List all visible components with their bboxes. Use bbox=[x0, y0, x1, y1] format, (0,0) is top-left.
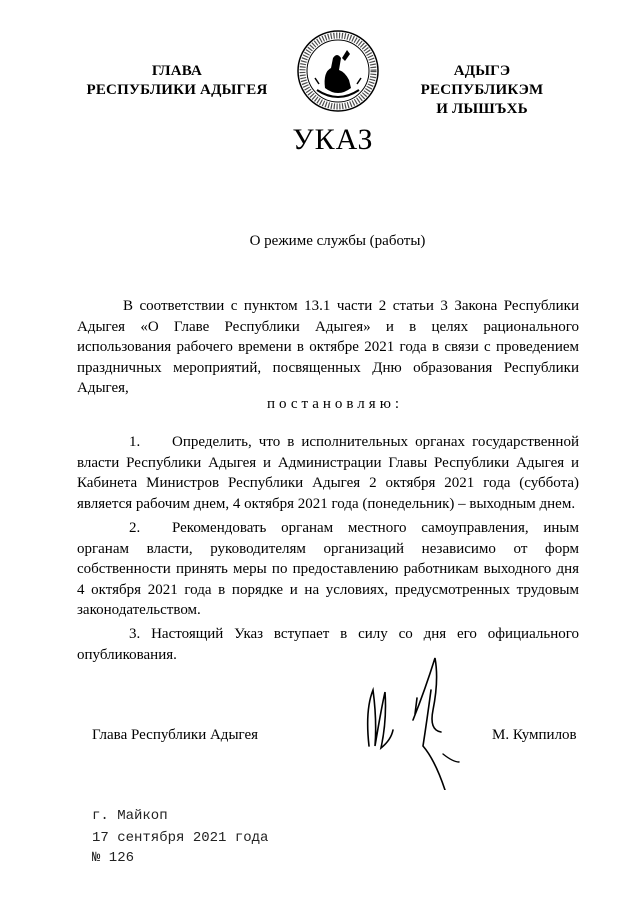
document-title: УКАЗ bbox=[292, 123, 374, 156]
document-subject: О режиме службы (работы) bbox=[249, 233, 426, 249]
document-number: № 126 bbox=[92, 850, 135, 866]
item-number: 3. bbox=[129, 626, 141, 642]
header-left-line1: ГЛАВА bbox=[151, 63, 203, 79]
decree-item-1 bbox=[77, 432, 579, 514]
decree-item-3 bbox=[77, 624, 579, 665]
header-right-title bbox=[392, 62, 572, 119]
header-right-line1: АДЫГЭ РЕСПУБЛИКЭМ bbox=[420, 63, 544, 98]
item-text: Настоящий Указ вступает в силу со дня его официального опубликования. bbox=[77, 626, 579, 663]
item-number: 2. bbox=[129, 520, 141, 536]
issue-date: 17 сентября 2021 года bbox=[92, 830, 269, 846]
signatory-position: Глава Республики Адыгея bbox=[92, 727, 259, 743]
handwritten-signature bbox=[355, 650, 485, 790]
item-number: 1. bbox=[129, 434, 141, 450]
header-left-line2: РЕСПУБЛИКИ АДЫГЕЯ bbox=[86, 82, 268, 98]
decree-item-2 bbox=[77, 518, 579, 621]
issue-city: г. Майкоп bbox=[92, 808, 168, 824]
decree-word: постановляю: bbox=[266, 396, 404, 412]
item-text: Определить, что в исполнительных органах государственной власти Республики Адыгея и Администрации Главы Республики Адыгея и Кабинета Министров Республики Адыгея 2 октября 2021 года (суббота) является рабочим днем, 4 октября 2021 года (понедельник) – выходным днем. bbox=[77, 434, 579, 512]
header-right-line2: И ЛЫШЪХЬ bbox=[436, 101, 528, 117]
preamble-paragraph: В соответствии с пунктом 13.1 части 2 статьи 3 Закона Республики Адыгея «О Главе Республики Адыгея» и в целях рационального использования рабочего времени в октябре 2021 года в связи с проведением праздничных мероприятий, посвященных Дню образования Республики Адыгея, bbox=[77, 298, 579, 396]
item-text: Рекомендовать органам местного самоуправления, иным органам власти, руководителям организаций независимо от форм собственности принять меры по предоставлению работникам выходного дня 4 октября 2021 года в порядке и на условиях, предусмотренных трудовым законодательством. bbox=[77, 520, 579, 618]
signatory-name: М. Кумпилов bbox=[492, 727, 577, 743]
header-left-title bbox=[82, 62, 272, 100]
coat-of-arms-emblem bbox=[295, 28, 381, 114]
